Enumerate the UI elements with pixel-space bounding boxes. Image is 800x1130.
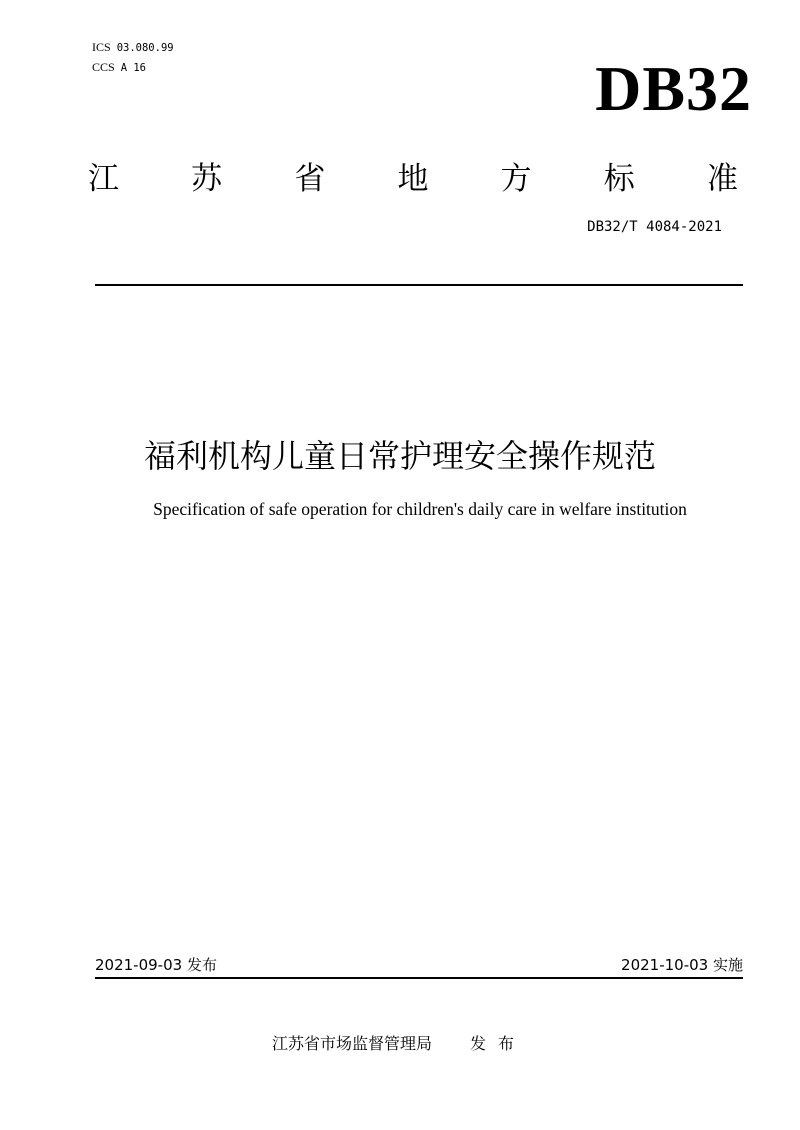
standard-type-char: 地 <box>397 160 429 197</box>
ics-code: 03.080.99 <box>116 42 174 54</box>
ics-classification <box>92 40 174 55</box>
issuing-authority <box>272 1032 526 1056</box>
footer-divider <box>95 977 743 979</box>
standard-type-char: 苏 <box>191 160 223 197</box>
standard-type-char: 方 <box>500 160 532 197</box>
ccs-label: CCS <box>92 60 115 74</box>
document-title-english: Specification of safe operation for children's daily care in welfare institution <box>153 499 687 519</box>
issuer-name: 江苏省市场监督管理局 <box>272 1034 433 1053</box>
ics-label: ICS <box>92 40 111 54</box>
standard-number: DB32/T 4084-2021 <box>587 219 722 235</box>
standard-type-heading <box>88 150 738 200</box>
standard-type-char: 江 <box>88 160 119 197</box>
issue-date: 2021-09-03 发布 <box>95 956 217 974</box>
header-divider <box>95 284 743 286</box>
document-title-chinese: 福利机构儿童日常护理安全操作规范 <box>143 437 656 475</box>
standard-logo: DB32 <box>595 53 752 124</box>
standard-type-char: 标 <box>603 160 635 197</box>
ccs-code: A 16 <box>120 62 146 74</box>
standard-type-char: 省 <box>294 160 326 197</box>
standard-type-char: 准 <box>706 160 738 197</box>
implementation-date: 2021-10-03 实施 <box>621 956 743 974</box>
issuer-action: 发布 <box>470 1034 527 1053</box>
ccs-classification <box>92 60 146 75</box>
